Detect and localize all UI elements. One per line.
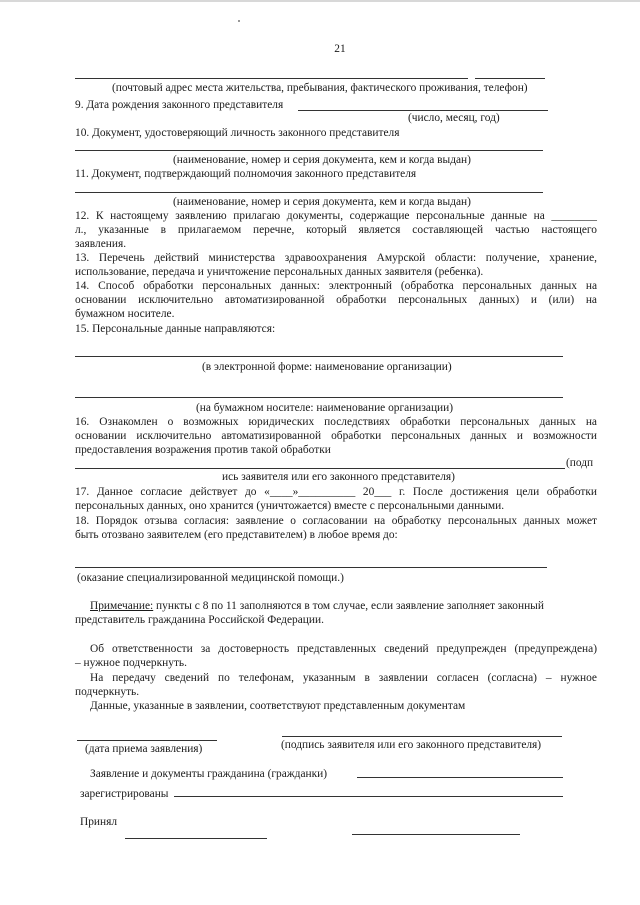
address-caption: (почтовый адрес места жительства, пребывания, фактического проживания, телефон) (112, 82, 528, 94)
note-label: Примечание: (90, 600, 154, 612)
registered-label: зарегистрированы (80, 788, 169, 800)
item18-line2: быть отозвано заявителем (его представителем) в любое время до: (75, 529, 398, 541)
item17-line1: 17. Данное согласие действует до «____»__________ 20___ г. После достижения цели обработки (75, 486, 597, 498)
note-text: пункты с 8 по 11 заполняются в том случае, если заявление заполняет законный (153, 600, 544, 612)
item16-signature-line (75, 468, 565, 469)
item14-line3: бумажном носителе. (75, 308, 175, 320)
docs-label: Заявление и документы гражданина (гражданки) (90, 768, 328, 780)
item11-line (75, 192, 543, 193)
item9-caption: (число, месяц, год) (408, 112, 500, 124)
item12-line1: 12. К настоящему заявлению прилагаю документы, содержащие персональные данные на ________ (75, 210, 597, 222)
item13-line2: использование, передача и уничтожение персональных данных заявителя (ребенка). (75, 266, 484, 278)
item15-label: 15. Персональные данные направляются: (75, 323, 276, 335)
item15-paper-line (75, 397, 563, 398)
item18-line (75, 567, 547, 568)
item13-line1: 13. Перечень действий министерства здравоохранения Амурской области: получение, хранение, (75, 252, 597, 264)
item10-caption: (наименование, номер и серия документа, кем и когда выдан) (173, 154, 471, 166)
item12-line2: л., указанные в прилагаемом перечне, который является составляющей частью настоящего (75, 224, 597, 236)
item18-line1: 18. Порядок отзыва согласия: заявление о согласовании на обработку персональных данных может (75, 515, 597, 527)
signature-caption: (подпись заявителя или его законного представителя) (281, 739, 542, 751)
address-line-end (475, 78, 545, 79)
item14-line1: 14. Способ обработки персональных данных: электронный (обработка персональных данных на (75, 280, 597, 292)
item11-caption: (наименование, номер и серия документа, кем и когда выдан) (173, 196, 471, 208)
accepted-label: Принял (80, 816, 118, 828)
item15-paper-caption: (на бумажном носителе: наименование организации) (196, 402, 454, 414)
item16-line1: 16. Ознакомлен о возможных юридических последствиях обработки персональных данных на (75, 416, 597, 428)
item15-electronic-line (75, 356, 563, 357)
page-number: 21 (334, 43, 346, 55)
item14-line2: основании исключительно автоматизированной обработки персональных данных) и (или) на (75, 294, 597, 306)
scan-speck (238, 20, 240, 22)
signature-line (282, 736, 562, 737)
note-line1 (90, 599, 544, 613)
item9-label: 9. Дата рождения законного представителя (75, 99, 284, 111)
date-line (77, 740, 217, 741)
item11-label: 11. Документ, подтверждающий полномочия законного представителя (75, 168, 417, 180)
responsibility-line1: Об ответственности за достоверность представленных сведений предупрежден (предупреждена) (90, 643, 597, 655)
item15-electronic-caption: (в электронной форме: наименование организации) (202, 361, 452, 373)
item12-line3: заявления. (75, 238, 127, 250)
item18-caption: (оказание специализированной медицинской помощи.) (77, 572, 344, 584)
address-line (75, 78, 468, 79)
phone-consent-line2: подчеркнуть. (75, 686, 140, 698)
note-line2: представитель гражданина Российской Федерации. (75, 614, 324, 626)
item10-line (75, 150, 543, 151)
accepted-line-right (352, 834, 520, 835)
responsibility-line2: – нужное подчеркнуть. (75, 657, 187, 669)
item16-line2: основании исключительно автоматизированной обработки персональных данных и возможности (75, 430, 597, 442)
scan-edge (0, 0, 640, 2)
date-caption: (дата приема заявления) (85, 743, 203, 755)
data-match-text: Данные, указанные в заявлении, соответствуют представленным документам (90, 700, 466, 712)
item16-line3: предоставления возражения против такой обработки (75, 444, 331, 456)
item16-caption: ись заявителя или его законного представителя) (222, 471, 455, 483)
accepted-line-left (125, 838, 267, 839)
item16-podp: (подп (566, 457, 594, 469)
item10-label: 10. Документ, удостоверяющий личность законного представителя (75, 127, 400, 139)
item17-line2: персональных данных, оно хранится (уничтожается) вместе с персональными данными. (75, 500, 505, 512)
docs-line (357, 777, 563, 778)
registered-line (174, 796, 563, 797)
phone-consent-line1: На передачу сведений по телефонам, указанным в заявлении согласен (согласна) – нужное (90, 672, 597, 684)
